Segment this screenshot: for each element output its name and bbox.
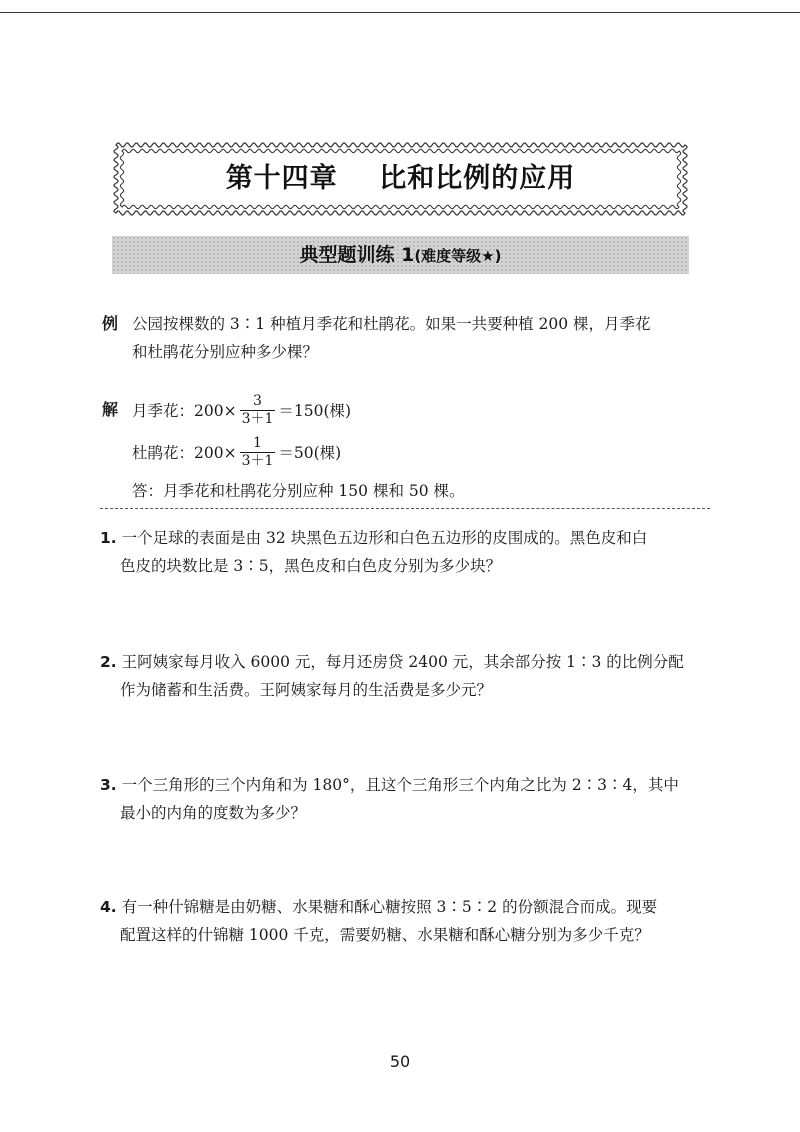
question-3-line-1 (100, 770, 679, 800)
step-1-fraction (240, 393, 276, 428)
step-1-denominator: 3＋1 (241, 410, 274, 427)
question-1-text-1: 一个足球的表面是由 32 块黑色五边形和白色五边形的皮围成的。黑色皮和白 (121, 529, 648, 547)
example-label: 例 (102, 314, 119, 333)
step-2-result: ＝50(棵) (278, 444, 342, 462)
section-title (112, 236, 689, 274)
question-2-line-2: 作为储蓄和生活费。王阿姨家每月的生活费是多少元？ (120, 681, 493, 699)
question-1-number: 1. (100, 529, 117, 547)
question-3-line-2: 最小的内角的度数为多少？ (120, 804, 307, 822)
chapter-banner (112, 141, 689, 217)
question-4-number: 4. (100, 898, 117, 916)
example-line-1: 公园按棵数的 3∶1 种植月季花和杜鹃花。如果一共要种植 200 棵，月季花 (132, 315, 651, 333)
page-number: 50 (389, 1052, 411, 1071)
question-2-text-1: 王阿姨家每月收入 6000 元，每月还房贷 2400 元，其余部分按 1∶3 的比例分配 (121, 653, 684, 671)
solution-answer: 答：月季花和杜鹃花分别应种 150 棵和 50 棵。 (132, 482, 465, 500)
question-1-line-2: 色皮的块数比是 3∶5，黑色皮和白色皮分别为多少块？ (120, 557, 502, 575)
question-4-text-1: 有一种什锦糖是由奶糖、水果糖和酥心糖按照 3∶5∶2 的份额混合而成。现要 (121, 898, 658, 916)
question-2-line-1 (100, 647, 684, 677)
chapter-title: 第十四章 比和比例的应用 (225, 163, 576, 194)
example-line-2: 和杜鹃花分别应种多少棵？ (132, 343, 319, 361)
question-2-number: 2. (100, 653, 117, 671)
step-2-fraction (240, 435, 276, 470)
solution-step-2 (132, 430, 341, 474)
top-rule (0, 12, 800, 13)
solution-step-1 (132, 388, 351, 432)
section-band (112, 236, 689, 274)
question-3-number: 3. (100, 776, 117, 794)
dashed-divider (100, 508, 710, 509)
step-1-numerator: 3 (253, 392, 262, 409)
difficulty-label: (难度等级★) (414, 247, 502, 265)
step-2-denominator: 3＋1 (241, 452, 274, 469)
question-3-text-1: 一个三角形的三个内角和为 180°，且这个三角形三个内角之比为 2∶3∶4，其中 (121, 776, 679, 794)
step-1-result: ＝150(棵) (278, 402, 352, 420)
section-title-text: 典型题训练 1 (299, 244, 415, 266)
question-1-line-1 (100, 523, 647, 553)
question-4-line-1 (100, 892, 657, 922)
step-2-prefix: 杜鹃花：200× (132, 444, 237, 462)
step-1-prefix: 月季花：200× (132, 402, 237, 420)
question-4-line-2: 配置这样的什锦糖 1000 千克，需要奶糖、水果糖和酥心糖分别为多少千克？ (120, 926, 650, 944)
solution-label: 解 (102, 400, 119, 419)
step-2-numerator: 1 (253, 434, 262, 451)
